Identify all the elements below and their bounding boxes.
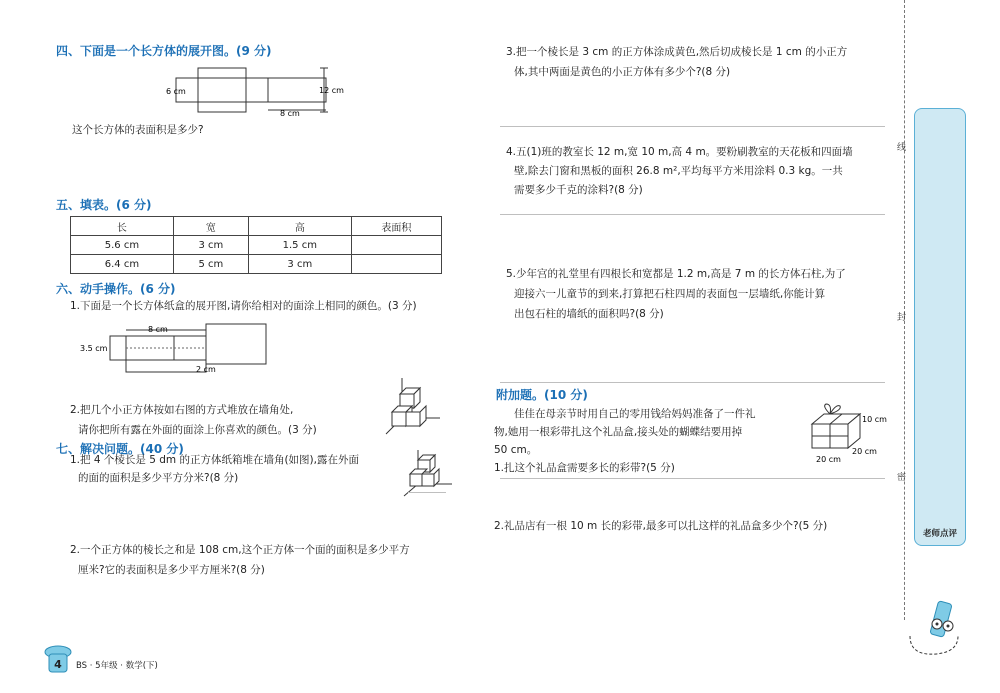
q5-line-c: 出包石柱的墙纸的面积吗?(8 分) — [514, 308, 664, 320]
table-row — [71, 255, 442, 274]
teacher-comment-label: 老师点评 — [922, 529, 957, 539]
net1-label-8: 8 cm — [280, 109, 300, 118]
extra-line-c: 50 cm。 — [494, 444, 538, 456]
cell: 3 cm — [173, 236, 248, 255]
net1-height-bracket — [318, 66, 368, 116]
answer-line — [500, 126, 885, 127]
cube-stack-1 — [382, 378, 442, 442]
answer-line — [500, 382, 885, 383]
cell-answer[interactable] — [351, 236, 441, 255]
gift-label-20-right: 20 cm — [852, 447, 877, 456]
extra-line-a: 佳佳在母亲节时用自己的零用钱给妈妈准备了一件礼 — [514, 408, 756, 420]
extra-question-1: 1.扎这个礼品盒需要多长的彩带?(5 分) — [494, 462, 675, 474]
margin-char-mi: 密 — [897, 473, 907, 483]
q4-line-a: 4.五(1)班的教室长 12 m,宽 10 m,高 4 m。要粉刷教室的天花板和四面墙 — [506, 146, 853, 158]
gift-box — [804, 402, 892, 466]
s6-question-2a: 2.把几个小正方体按如右图的方式堆放在墙角处, — [70, 404, 294, 416]
s7-question-2b: 厘米?它的表面积是多少平方厘米?(8 分) — [78, 564, 265, 576]
section-4-title: 四、下面是一个长方体的展开图。(9 分) — [56, 44, 272, 58]
section-4-question: 这个长方体的表面积是多少? — [72, 124, 204, 136]
s7-question-2a: 2.一个正方体的棱长之和是 108 cm,这个正方体一个面的面积是多少平方 — [70, 544, 410, 556]
gift-label-10: 10 cm — [862, 415, 887, 424]
th-area: 表面积 — [351, 217, 441, 236]
s6-question-2b: 请你把所有露在外面的面涂上你喜欢的颜色。(3 分) — [78, 424, 317, 436]
q5-line-a: 5.少年宫的礼堂里有四根长和宽都是 1.2 m,高是 7 m 的长方体石柱,为了 — [506, 268, 846, 280]
answer-line — [500, 478, 885, 479]
table-header-row — [71, 217, 442, 236]
cell-answer[interactable] — [351, 255, 441, 274]
net2-label-8: 8 cm — [148, 325, 168, 334]
section-6-title: 六、动手操作。(6 分) — [56, 282, 176, 296]
cube-stack-2 — [400, 450, 454, 498]
th-height: 高 — [248, 217, 351, 236]
footer-text: BS · 5年级 · 数学(下) — [76, 661, 158, 671]
th-width: 宽 — [173, 217, 248, 236]
q3-line-a: 3.把一个棱长是 3 cm 的正方体涂成黄色,然后切成棱长是 1 cm 的小正方 — [506, 46, 848, 58]
cell: 5 cm — [173, 255, 248, 274]
q3-line-b: 体,其中两面是黄色的小正方体有多少个?(8 分) — [514, 66, 731, 78]
margin-char-xian: 线 — [897, 143, 907, 153]
margin-char-feng: 封 — [897, 313, 907, 323]
page-number: 4 — [54, 658, 62, 671]
teacher-comment-box[interactable] — [914, 108, 966, 546]
answer-line — [408, 492, 446, 493]
cell: 3 cm — [248, 255, 351, 274]
net1-label-6: 6 cm — [166, 87, 186, 96]
s7-question-1b: 的面的面积是多少平方分米?(8 分) — [78, 472, 239, 484]
section-7-title: 七、解决问题。(40 分) — [56, 442, 184, 456]
cell: 6.4 cm — [71, 255, 174, 274]
answer-line — [500, 214, 885, 215]
th-length: 长 — [71, 217, 174, 236]
s7-question-1a: 1.把 4 个棱长是 5 dm 的正方体纸箱堆在墙角(如图),露在外面 — [70, 454, 359, 466]
q5-line-b: 迎接六一儿童节的到来,打算把石柱四周的表面包一层墙纸,你能计算 — [514, 288, 826, 300]
table-row — [71, 236, 442, 255]
section-5-title: 五、填表。(6 分) — [56, 198, 152, 212]
cell: 5.6 cm — [71, 236, 174, 255]
page-number-badge — [44, 644, 72, 674]
s6-question-1: 1.下面是一个长方体纸盒的展开图,请你给相对的面涂上相同的颜色。(3 分) — [70, 300, 417, 312]
extra-question-2: 2.礼品店有一根 10 m 长的彩带,最多可以扎这样的礼品盒多少个?(5 分) — [494, 520, 828, 532]
q4-line-b: 壁,除去门窗和黑板的面积 26.8 m²,平均每平方米用涂料 0.3 kg。一共 — [514, 165, 843, 177]
net-diagram-2 — [78, 322, 268, 378]
gift-label-20-bottom: 20 cm — [816, 455, 841, 464]
net1-label-12: 12 cm — [319, 86, 344, 95]
cell: 1.5 cm — [248, 236, 351, 255]
net2-label-3-5: 3.5 cm — [80, 344, 108, 353]
net2-label-2: 2 cm — [196, 365, 216, 374]
fill-table — [70, 216, 442, 274]
extra-line-b: 物,她用一根彩带扎这个礼品盒,接头处的蝴蝶结要用掉 — [494, 426, 743, 438]
pencil-mascot-icon — [906, 596, 966, 660]
q4-line-c: 需要多少千克的涂料?(8 分) — [514, 184, 643, 196]
extra-title: 附加题。(10 分) — [496, 388, 588, 402]
